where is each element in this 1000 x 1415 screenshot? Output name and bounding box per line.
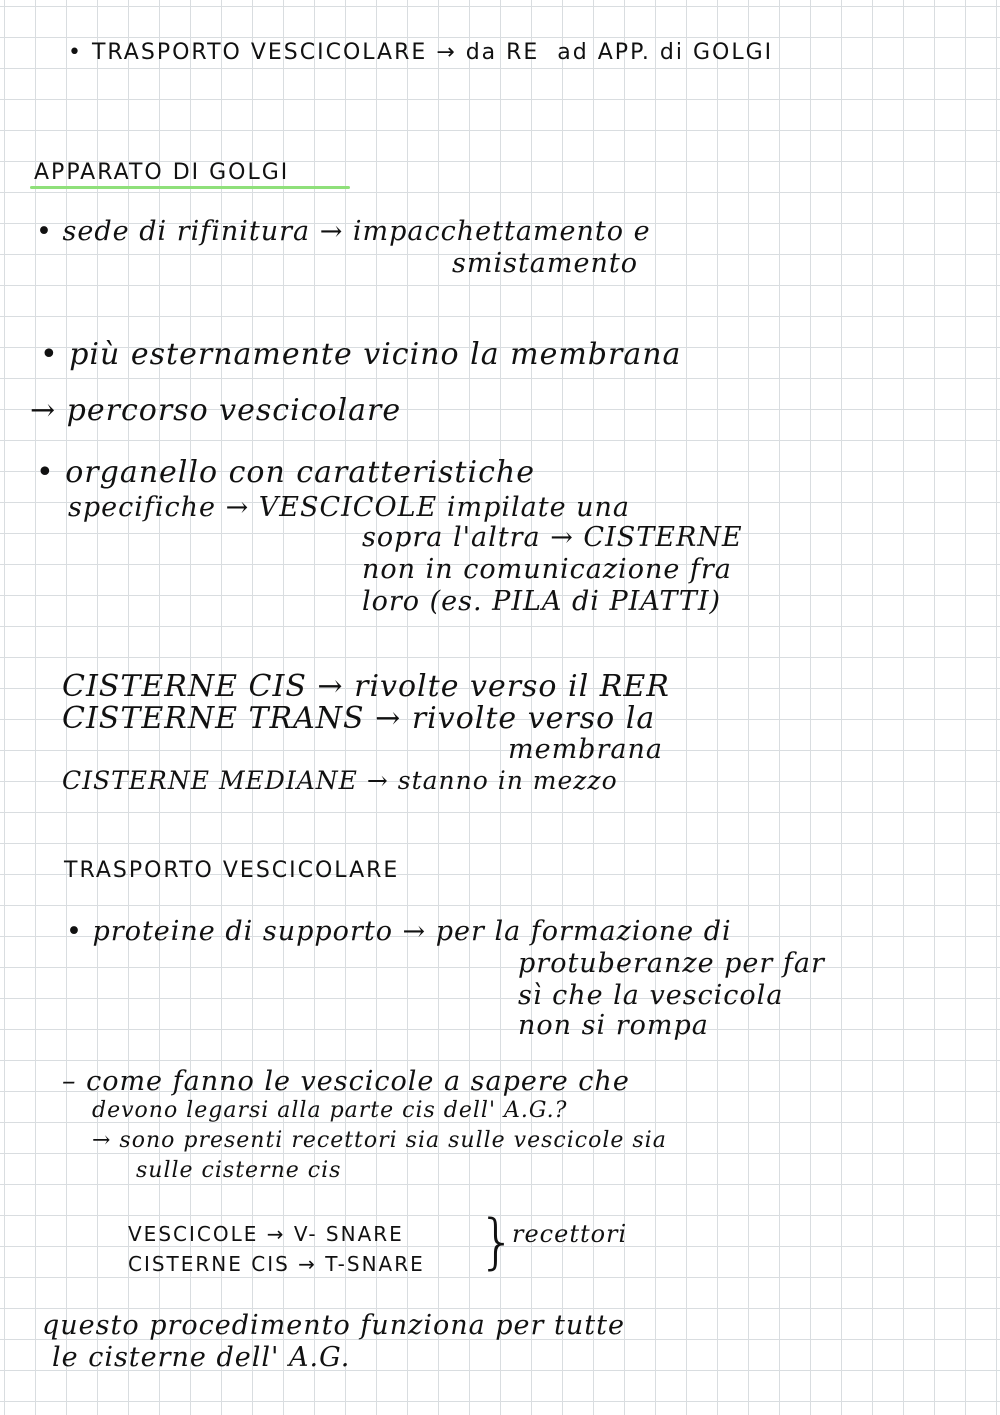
transport-question-line1: – come fanno le vescicole a sapere che [62,1066,630,1097]
section-title-golgi: APPARATO DI GOLGI [34,160,290,185]
cisterne-trans-line2: membrana [508,734,663,765]
transport-answer-line1: → sono presenti recettori sia sulle vescicole sia [92,1128,667,1153]
golgi-bullet3-line3: sopra l'altra → CISTERNE [362,522,743,553]
title-highlight-underline [30,186,350,189]
footer-line1: questo procedimento funziona per tutte [42,1310,625,1341]
receptors-label: recettori [512,1220,628,1248]
snare-vescicole-line: VESCICOLE → V- SNARE [128,1222,404,1246]
golgi-bullet3-line2: specifiche → VESCICOLE impilate una [68,492,631,523]
snare-cisterne-line: CISTERNE CIS → T-SNARE [128,1252,425,1276]
golgi-bullet3-line1: • organello con caratteristiche [36,455,535,490]
cisterne-mediane-line: CISTERNE MEDIANE → stanno in mezzo [62,766,618,795]
transport-bullet1-line1: • proteine di supporto → per la formazione di [66,916,732,947]
transport-bullet1-line2: protuberanze per far [518,948,825,979]
transport-question-line2: devono legarsi alla parte cis dell' A.G.? [92,1098,568,1123]
golgi-bullet3-line5: loro (es. PILA di PIATTI) [362,586,722,617]
header-transport-line: • TRASPORTO VESCICOLARE → da RE ad APP. di GOLGI [68,40,774,65]
cisterne-trans-line1: CISTERNE TRANS → rivolte verso la [62,701,656,736]
transport-bullet1-line3: sì che la vescicola [518,980,784,1011]
transport-answer-line2: sulle cisterne cis [136,1158,342,1183]
cisterne-cis-line: CISTERNE CIS → rivolte verso il RER [62,669,670,704]
golgi-bullet1-line2: smistamento [452,248,638,279]
golgi-arrow-line: → percorso vescicolare [30,393,402,428]
golgi-bullet3-line4: non in comunicazione fra [362,554,732,585]
footer-line2: le cisterne dell' A.G. [52,1342,351,1373]
section-title-transport: TRASPORTO VESCICOLARE [64,858,400,883]
golgi-bullet2: • più esternamente vicino la membrana [40,337,682,372]
transport-bullet1-line4: non si rompa [518,1010,709,1041]
receptors-brace: } [478,1207,517,1277]
golgi-bullet1-line1: • sede di rifinitura → impacchettamento e [36,216,651,247]
